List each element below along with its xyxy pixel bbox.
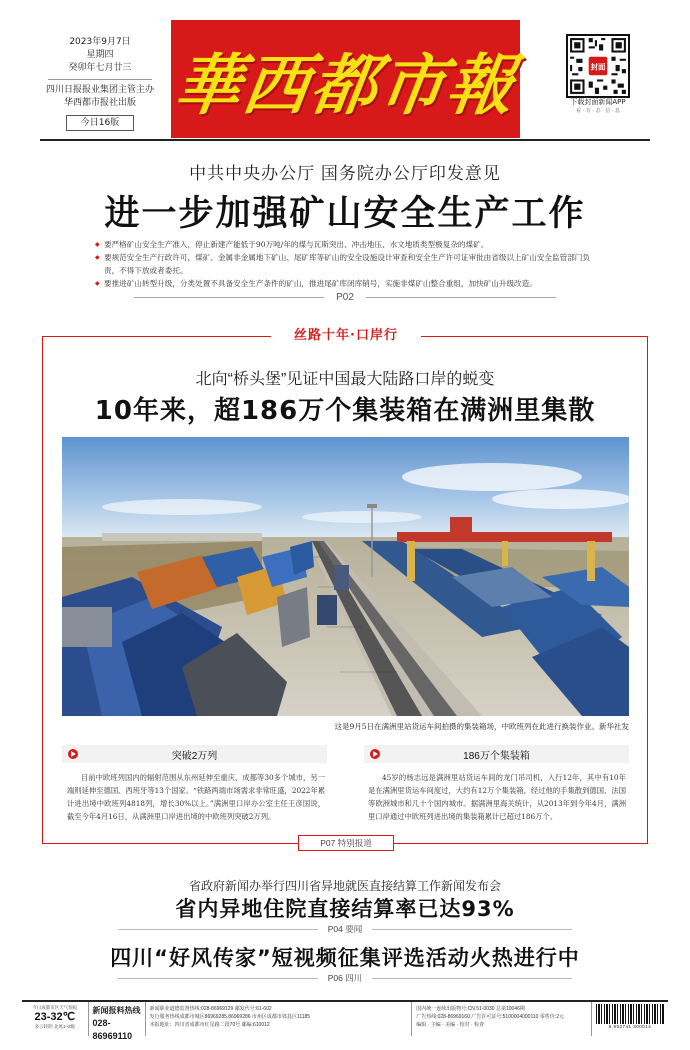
- publisher-line-2: 华西都市报社出版: [63, 98, 136, 108]
- story1-kicker: 省政府新闻办举行四川省异地就医直接结算工作新闻发布会: [188, 879, 501, 893]
- app-download-caption: [560, 98, 636, 116]
- contact-line: 新闻职业道德监督热线:028-86969129 邮发代号:61-602: [149, 1006, 272, 1012]
- publication-line: 广告热线:028-86969160 广告许可证号:5100004000110 零售价:2元: [416, 1014, 564, 1020]
- app-caption-text: 下载封面新闻APP: [570, 98, 626, 106]
- issue-weekday: 星期四: [86, 50, 114, 60]
- story2-headline[interactable]: 四川“好风传家”短视频征集评选活动火热进行中: [110, 946, 580, 970]
- issue-lunar-date: 癸卯年七月廿三: [68, 63, 132, 73]
- page-count-badge: 今日16版: [66, 115, 134, 131]
- footer: [22, 1000, 668, 1041]
- column-left-body: 目前中欧班列国内的辐射范围从东州延伸至重庆、成都等30多个城市，另一端则延伸至德国、西班牙等13个国家。“铁路两端市场需求非常旺盛，2022年累计进出境中欧班列4818列，增长30%以上。”满洲里口岸办公室主任王彦国说，截至今年4月16日，从满洲里口岸进出境的中欧班列突破2万列。: [67, 773, 325, 821]
- issue-divider: [48, 79, 152, 80]
- weather-title: 今日成都市区天气预报: [32, 1005, 78, 1010]
- publication-info: [412, 1002, 592, 1036]
- feature-page-ref[interactable]: P07 特别报道: [298, 835, 394, 851]
- divider: [118, 929, 318, 930]
- issue-date: 2023年9月7日: [69, 37, 131, 47]
- barcode-icon: [596, 1004, 664, 1024]
- weather-forecast: [22, 1002, 89, 1036]
- container-yard-photo: [62, 437, 629, 716]
- barcode-number: 6 952741 300014: [608, 1024, 652, 1029]
- column-right-body: 45岁的杨志远是满洲里站货运车间的龙门吊司机，入行12年，其中有10年是在满洲里货运车间度过，大约有12万个集装箱，经过他的手集散到德国、法国等欧洲城市和几十个国内城市。据满洲里海关统计，从2013年到今年4月，满洲里口岸通过中欧班列进出境的集装箱累计已超过186万个。: [368, 773, 626, 821]
- divider: [134, 297, 324, 298]
- weather-description: 多云转阴 北风1~2级: [34, 1024, 75, 1029]
- hotline-number[interactable]: 028-86969110: [92, 1018, 133, 1041]
- subhead-bar-left: [62, 745, 327, 763]
- lead-page-ref[interactable]: [0, 292, 690, 303]
- feature-headline[interactable]: 10年来，超186万个集装箱在满洲里集散: [94, 396, 596, 426]
- contact-info: [146, 1002, 413, 1036]
- story2-page-ref[interactable]: [0, 972, 690, 984]
- publication-line: 编辑 · 主编 · 美编 · 校对 · 检查: [416, 1022, 484, 1028]
- app-caption-sub: 看 · 有 · 态 · 信 · 息: [575, 108, 621, 114]
- contact-line: 发行服务热线成都市城区86969285,86969286 市州区成都市郊县区11185: [149, 1014, 311, 1020]
- photo-caption: 这是9月5日在满洲里站货运车间拍摄的集装箱场，中欧班列在此进行换装作业。新华社发: [334, 722, 629, 731]
- subhead-left: 突破2万列: [171, 750, 218, 762]
- lead-page-ref-label: P02: [336, 292, 354, 303]
- app-qr-code[interactable]: [566, 34, 630, 98]
- newspaper-logo: [171, 20, 520, 138]
- story1-page-ref[interactable]: [0, 923, 690, 935]
- masthead: [0, 0, 690, 140]
- lead-kicker: 中共中央办公厅 国务院办公厅印发意见: [189, 164, 501, 183]
- publication-line: 国内统一连续出版物号:CN 51-0030 总第10046期: [416, 1006, 525, 1012]
- lead-bullet-list: [95, 238, 595, 290]
- story2-page-ref-label: P06 四川: [327, 973, 363, 983]
- section-tag: 丝路十年·口岸行: [271, 325, 421, 347]
- photo-illustration: [62, 437, 629, 716]
- play-bullet-icon: [370, 749, 380, 759]
- barcode-block: [592, 1002, 668, 1036]
- divider: [366, 297, 556, 298]
- lead-headline[interactable]: 进一步加强矿山安全生产工作: [104, 194, 586, 234]
- lead-bullet: ◆ 要规范安全生产行政许可，煤矿、金属非金属地下矿山、尾矿库等矿山的安全设施设计审查和安全生产许可证审批由省级以上矿山安全监管部门负责，不得下放或者委托。: [95, 251, 595, 277]
- subhead-right: 186万个集装箱: [463, 750, 530, 762]
- lead-bullet: ◆ 要推进矿山转型升级，分类处置不具备安全生产条件的矿山，推进尾矿库闭库销号，实施非煤矿山整合重组，加快矿山升级改造。: [95, 277, 595, 290]
- qr-code-icon: [568, 36, 628, 96]
- contact-line: 本报地址：四川省成都市红星路二段70号 邮编:610012: [149, 1022, 270, 1028]
- logo-text: 華西都市報: [169, 45, 521, 124]
- lead-bullet: ◆ 要严格矿山安全生产准入，停止新建产能低于90万吨/年的煤与瓦斯突出、冲击地压、水文地质类型极复杂的煤矿。: [95, 238, 595, 251]
- story1-headline[interactable]: 省内异地住院直接结算率已达93%: [175, 897, 515, 921]
- news-hotline: [89, 1002, 146, 1041]
- qr-badge-text: 封面: [590, 62, 606, 72]
- hotline-label: 新闻报料热线: [92, 1006, 141, 1015]
- feature-kicker: 北向“桥头堡”见证中国最大陆路口岸的蜕变: [195, 371, 495, 388]
- divider: [118, 978, 318, 979]
- story1-page-ref-label: P04 要闻: [327, 924, 363, 934]
- play-bullet-icon: [68, 749, 78, 759]
- publisher-line-1: 四川日报报业集团主管主办: [45, 85, 154, 95]
- divider: [372, 978, 572, 979]
- masthead-rule: [40, 139, 650, 141]
- weather-temperature: 23-32℃: [34, 1011, 76, 1023]
- subhead-bar-right: [364, 745, 629, 763]
- divider: [372, 929, 572, 930]
- issue-info: [40, 36, 160, 131]
